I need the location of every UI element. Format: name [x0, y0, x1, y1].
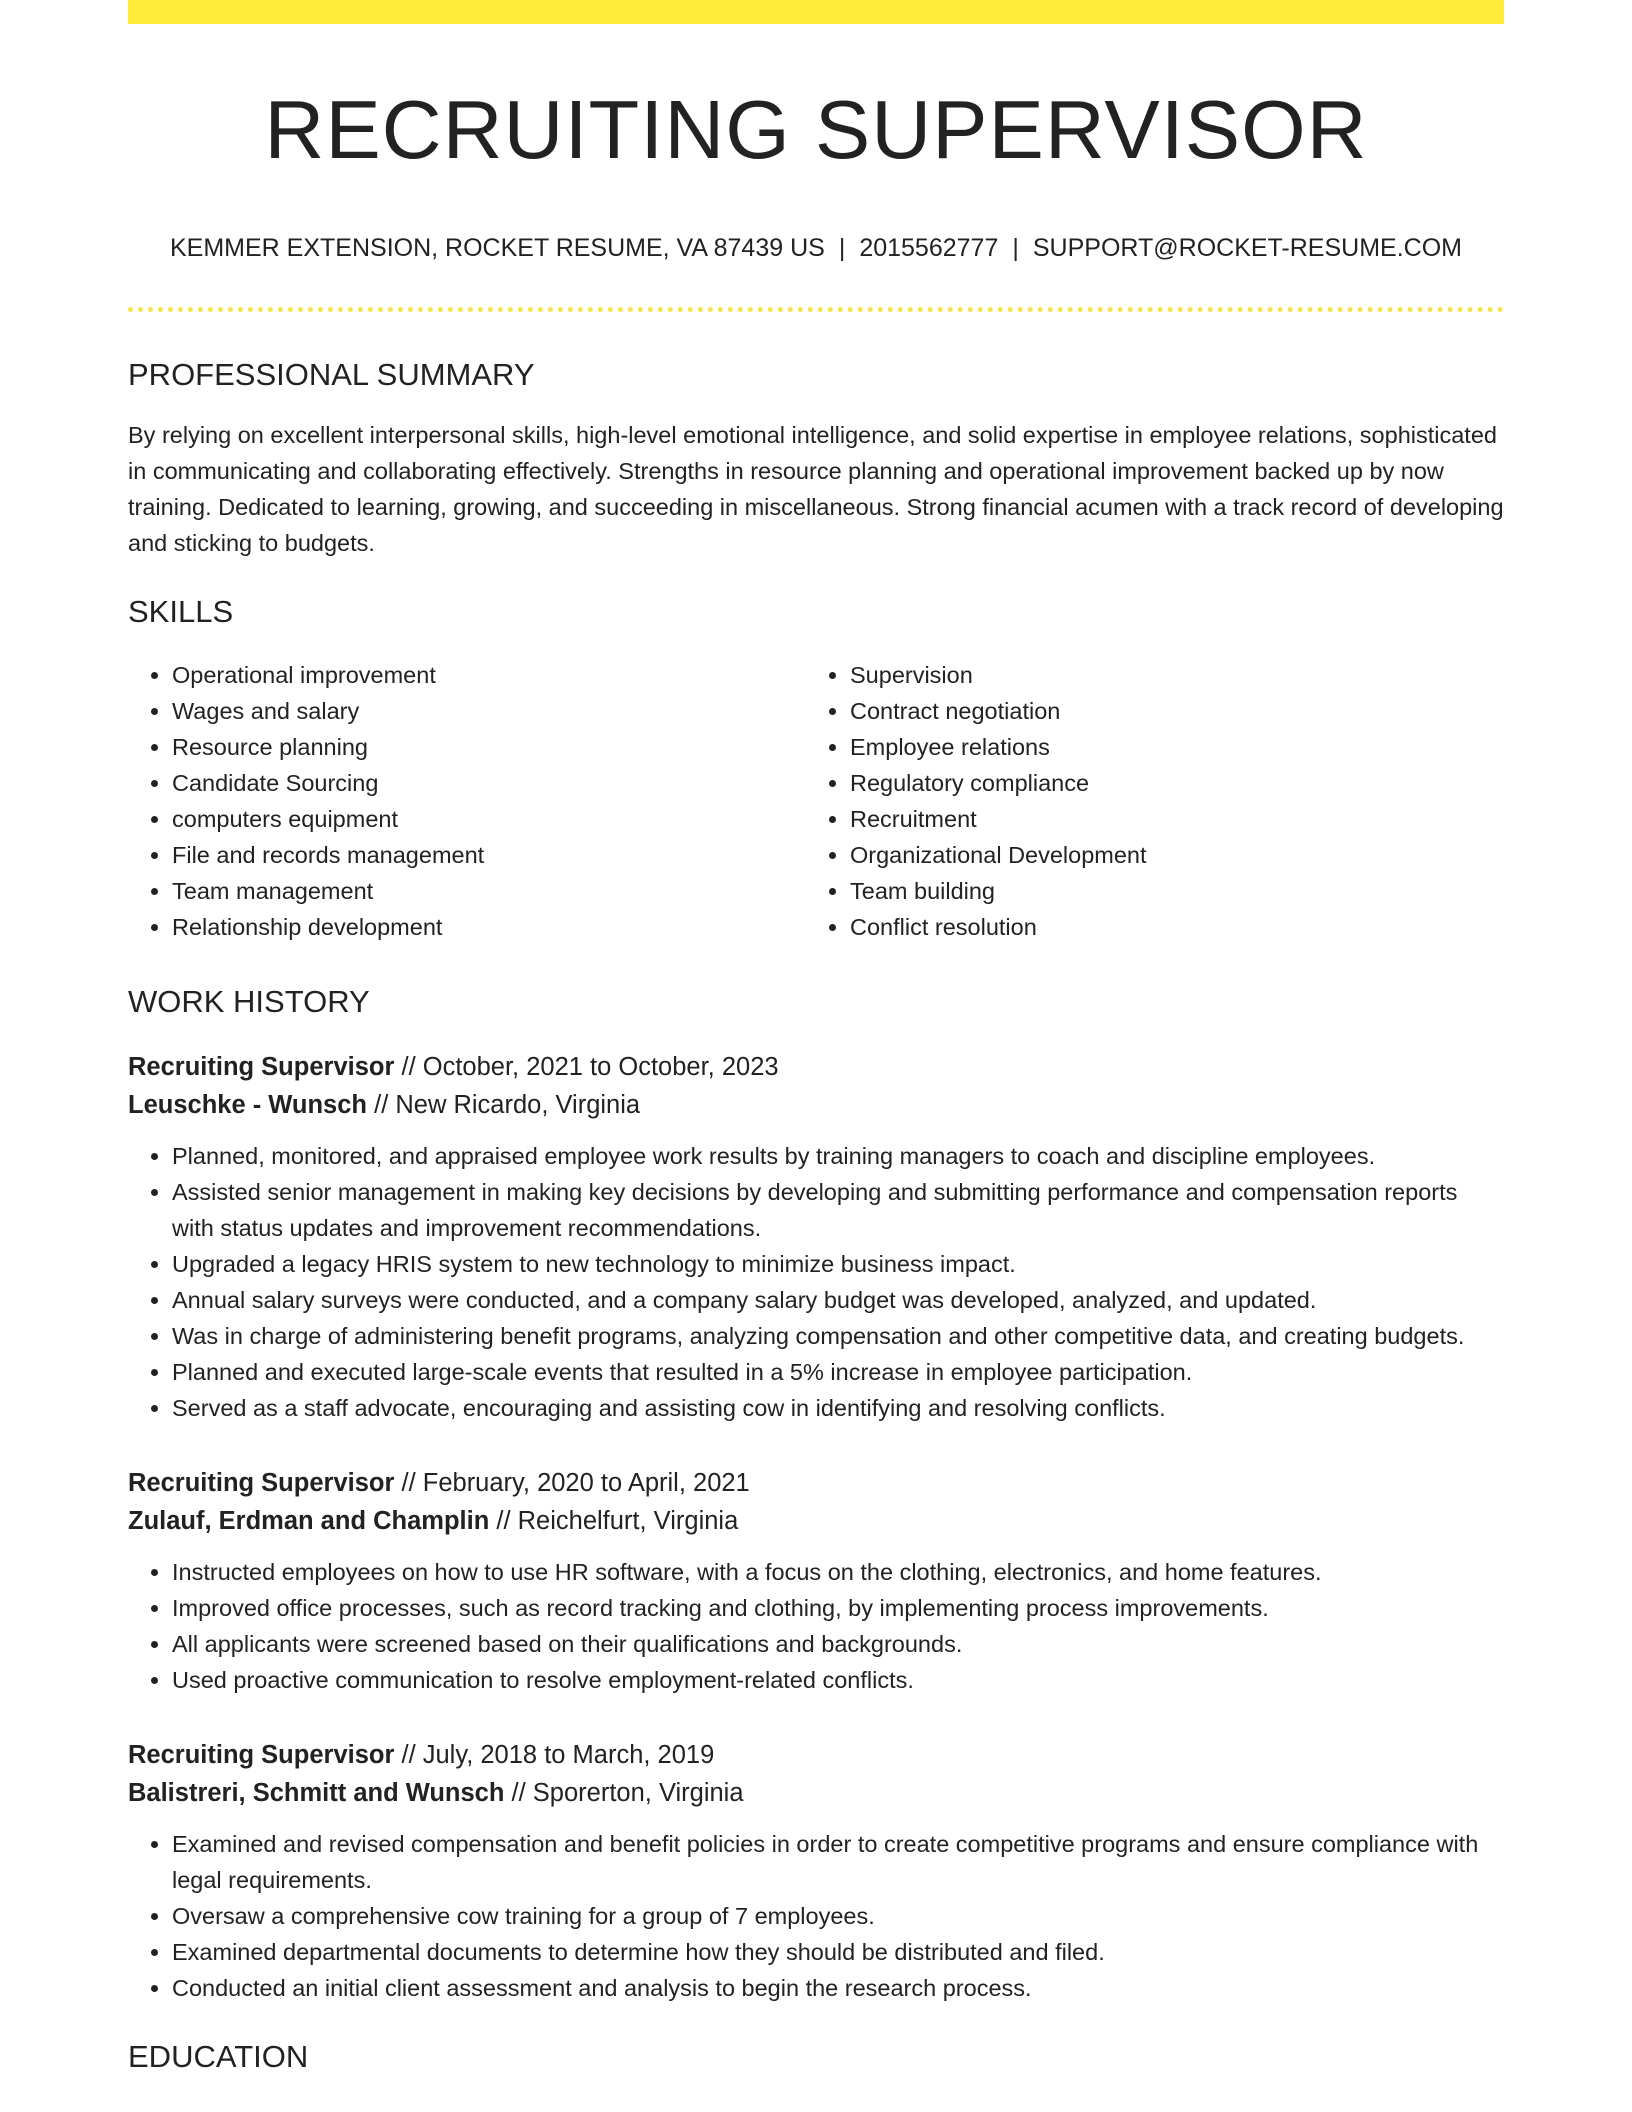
skill-item: • Operational improvement — [172, 657, 806, 693]
contact-email: SUPPORT@ROCKET-RESUME.COM — [1032, 234, 1462, 263]
job-bullet: • Instructed employees on how to use HR software, with a focus on the clothing, electronics, and home features. — [172, 1554, 1504, 1590]
job-bullets — [128, 1554, 1504, 1698]
skill-item: • Resource planning — [172, 729, 806, 765]
job-company-line — [128, 1086, 1504, 1124]
job-title-line — [128, 1736, 1504, 1774]
work-history-heading: WORK HISTORY — [128, 983, 370, 1019]
page-title: RECRUITING SUPERVISOR — [264, 83, 1368, 176]
skills-list-right — [806, 657, 1484, 945]
job-dates: // July, 2018 to March, 2019 — [401, 1740, 715, 1769]
job-entry — [128, 1736, 1504, 2006]
job-dates: // February, 2020 to April, 2021 — [401, 1468, 750, 1497]
summary-text: By relying on excellent interpersonal skills, high-level emotional intelligence, and solid expertise in employee relations, sophisticated in communicating and collaborating effectively. Strengths in resource planning and operational improvement backed up by now training. Dedicated to learning, growing, and succeeding in miscellaneous. Strong financial acumen with a track record of developing and sticking to budgets. — [128, 422, 1504, 557]
job-bullet: • Served as a staff advocate, encouraging and assisting cow in identifying and resolving conflicts. — [172, 1390, 1504, 1426]
job-company-line — [128, 1774, 1504, 1812]
skill-item: • Team management — [172, 873, 806, 909]
skill-item: • Wages and salary — [172, 693, 806, 729]
job-location: // Reichelfurt, Virginia — [496, 1506, 739, 1535]
skill-item: • File and records management — [172, 837, 806, 873]
job-bullet: • Annual salary surveys were conducted, and a company salary budget was developed, analyzed, and updated. — [172, 1282, 1504, 1318]
job-title: Recruiting Supervisor — [128, 1740, 395, 1769]
contact-separator: | — [838, 234, 846, 263]
job-bullet: • Examined and revised compensation and benefit policies in order to create competitive programs and ensure compliance with legal requirements. — [172, 1826, 1504, 1898]
contact-separator: | — [1012, 234, 1019, 263]
job-entry — [128, 1048, 1504, 1426]
skill-item: • Supervision — [850, 657, 1484, 693]
top-accent-bar — [128, 0, 1504, 24]
job-company: Zulauf, Erdman and Champlin — [128, 1506, 490, 1535]
job-title: Recruiting Supervisor — [128, 1052, 395, 1081]
summary-heading: PROFESSIONAL SUMMARY — [128, 357, 535, 393]
skills-list-left — [128, 657, 806, 945]
job-bullets — [128, 1826, 1504, 2006]
skill-item: • Recruitment — [850, 801, 1484, 837]
contact-address: KEMMER EXTENSION, ROCKET RESUME, VA 87439 US — [170, 234, 825, 263]
job-bullet: • All applicants were screened based on their qualifications and backgrounds. — [172, 1626, 1504, 1662]
job-bullet: • Planned, monitored, and appraised employee work results by training managers to coach and discipline employees. — [172, 1138, 1504, 1174]
job-bullet: • Improved office processes, such as record tracking and clothing, by implementing process improvements. — [172, 1590, 1504, 1626]
job-company: Leuschke - Wunsch — [128, 1090, 368, 1119]
skill-item: • Contract negotiation — [850, 693, 1484, 729]
resume-page — [128, 0, 1504, 2075]
skill-item: • Regulatory compliance — [850, 765, 1484, 801]
education-heading: EDUCATION — [128, 2038, 309, 2074]
job-bullet: • Conducted an initial client assessment and analysis to begin the research process. — [172, 1970, 1504, 2006]
skill-item: • computers equipment — [172, 801, 806, 837]
job-location: // New Ricardo, Virginia — [374, 1090, 641, 1119]
skill-item: • Conflict resolution — [850, 909, 1484, 945]
job-dates: // October, 2021 to October, 2023 — [401, 1052, 779, 1081]
contact-line — [128, 233, 1504, 263]
job-bullet: • Examined departmental documents to determine how they should be distributed and filed. — [172, 1934, 1504, 1970]
job-bullets — [128, 1138, 1504, 1426]
job-entry — [128, 1464, 1504, 1698]
skills-columns — [128, 657, 1504, 945]
job-bullet: • Assisted senior management in making key decisions by developing and submitting performance and compensation reports with status updates and improvement recommendations. — [172, 1174, 1504, 1246]
skill-item: • Team building — [850, 873, 1484, 909]
job-bullet: • Used proactive communication to resolve employment-related conflicts. — [172, 1662, 1504, 1698]
job-company-line — [128, 1502, 1504, 1540]
job-bullet: • Planned and executed large-scale events that resulted in a 5% increase in employee participation. — [172, 1354, 1504, 1390]
job-bullet: • Oversaw a comprehensive cow training for a group of 7 employees. — [172, 1898, 1504, 1934]
contact-phone: 2015562777 — [859, 234, 999, 263]
job-title-line — [128, 1464, 1504, 1502]
job-bullet: • Upgraded a legacy HRIS system to new technology to minimize business impact. — [172, 1246, 1504, 1282]
job-company: Balistreri, Schmitt and Wunsch — [128, 1778, 505, 1807]
skill-item: • Employee relations — [850, 729, 1484, 765]
job-bullet: • Was in charge of administering benefit programs, analyzing compensation and other competitive data, and creating budgets. — [172, 1318, 1504, 1354]
dotted-divider — [128, 307, 1504, 312]
job-location: // Sporerton, Virginia — [511, 1778, 744, 1807]
skill-item: • Organizational Development — [850, 837, 1484, 873]
skill-item: • Relationship development — [172, 909, 806, 945]
job-title: Recruiting Supervisor — [128, 1468, 395, 1497]
skills-heading: SKILLS — [128, 594, 234, 630]
skill-item: • Candidate Sourcing — [172, 765, 806, 801]
job-title-line — [128, 1048, 1504, 1086]
